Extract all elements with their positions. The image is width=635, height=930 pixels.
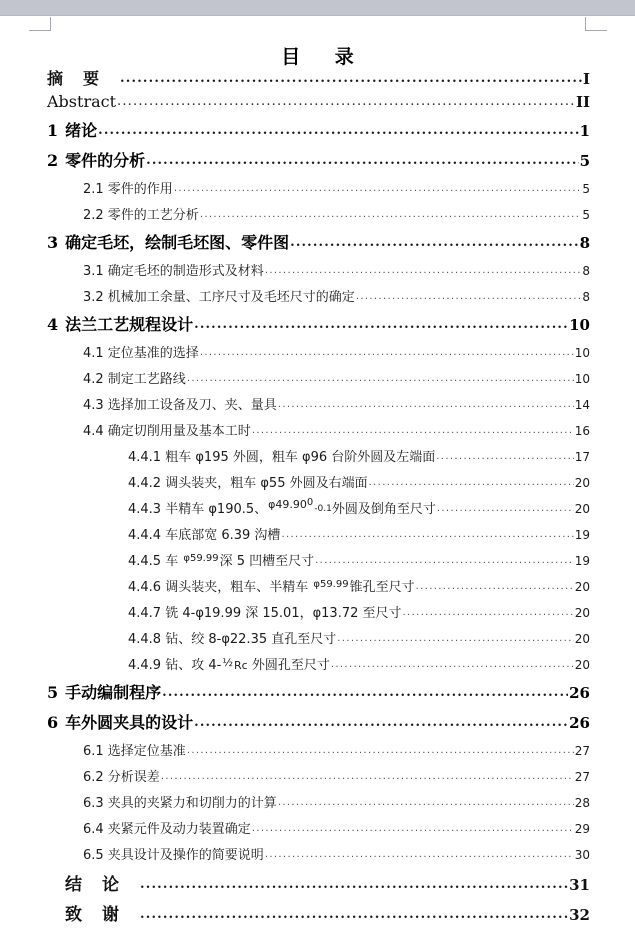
toc-page-number: 1	[579, 122, 590, 140]
toc-page-number: II	[575, 93, 590, 111]
toc-page-number: 8	[579, 234, 590, 252]
toc-entry-label: 4.4.4 车底部宽 6.39 沟槽	[128, 528, 281, 543]
toc-subsection-4.4.5[interactable]	[47, 550, 590, 576]
toc-section-6.4[interactable]	[47, 818, 590, 844]
toc-entry-label: 结论	[65, 875, 139, 895]
toc-leader-dots	[356, 288, 582, 303]
toc-back-item-0[interactable]	[47, 870, 590, 900]
toc-entry-label: 4.4 确定切削用量及基本工时	[83, 424, 251, 439]
toc-leader-dots	[140, 873, 568, 893]
toc-leader-dots	[265, 846, 574, 861]
toc-section-3.2[interactable]	[47, 286, 590, 312]
toc-leader-dots	[140, 903, 568, 923]
toc-page-number: 28	[574, 796, 590, 810]
toc-page-number: 10	[569, 316, 590, 334]
toc-page-number: 29	[574, 822, 590, 836]
toc-section-4.1[interactable]	[47, 342, 590, 368]
toc-subsection-4.4.2[interactable]	[47, 472, 590, 498]
toc-page-number: 20	[574, 632, 590, 646]
toc-page-number: 31	[569, 876, 590, 894]
toc-entry-label: 4.4.5 车 $^{\varphi 59.99}$深 5 凹槽至尺寸	[128, 553, 315, 569]
toc-entry-label: 6 车外圆夹具的设计	[47, 713, 194, 732]
toc-entry-label: 4.4.1 粗车 φ195 外圆，粗车 φ96 台阶外圆及左端面	[128, 450, 436, 465]
fraction-half: ½	[222, 656, 233, 669]
toc-entry-label: 4.2 制定工艺路线	[83, 372, 186, 387]
toc-page-number: 20	[574, 502, 590, 516]
toc-chapter-2[interactable]	[47, 148, 590, 178]
toc-front-item-0[interactable]	[47, 66, 590, 92]
toc-page-number: 30	[574, 848, 590, 862]
toc-entry-label: 4.4.3 半精车 φ190.5、$\varphi 49.900_{-0.1}$外圆及倒角至尺寸	[128, 497, 436, 517]
toc-page-number: 5	[579, 152, 590, 170]
toc-subsection-4.4.1[interactable]	[47, 446, 590, 472]
toc-leader-dots	[331, 656, 574, 671]
toc-leader-dots	[161, 768, 574, 783]
toc-subsection-4.4.6[interactable]	[47, 576, 590, 602]
toc-leader-dots	[437, 500, 574, 515]
toc-entry-label: 4.1 定位基准的选择	[83, 346, 199, 361]
toc-page-number: 5	[582, 182, 590, 196]
toc-entry-label: 4 法兰工艺规程设计	[47, 315, 194, 334]
table-of-contents	[47, 66, 590, 930]
toc-section-3.1[interactable]	[47, 260, 590, 286]
toc-entry-label: 6.3 夹具的夹紧力和切削力的计算	[83, 796, 277, 811]
toc-leader-dots	[162, 681, 568, 700]
toc-leader-dots	[174, 180, 582, 195]
toc-entry-label: 4.3 选择加工设备及刀、夹、量具	[83, 398, 277, 413]
toc-entry-label: 2 零件的分析	[47, 151, 146, 170]
toc-chapter-4[interactable]	[47, 312, 590, 342]
toc-front-item-1[interactable]	[47, 92, 590, 118]
toc-chapter-5[interactable]	[47, 680, 590, 710]
toc-leader-dots	[252, 422, 574, 437]
toc-entry-label: 3.2 机械加工余量、工序尺寸及毛坯尺寸的确定	[83, 290, 355, 305]
toc-section-2.1[interactable]	[47, 178, 590, 204]
toc-entry-label: 4.4.2 调头装夹，粗车 φ55 外圆及右端面	[128, 476, 368, 491]
toc-leader-dots	[200, 344, 574, 359]
toc-entry-label: 2.1 零件的作用	[83, 182, 173, 197]
toc-page-number: 20	[574, 658, 590, 672]
toc-page-number: 17	[574, 450, 590, 464]
toc-page-number: 20	[574, 580, 590, 594]
toc-leader-dots	[194, 711, 568, 730]
toc-leader-dots	[315, 552, 574, 567]
toc-leader-dots	[403, 604, 574, 619]
toc-entry-label: 6.1 选择定位基准	[83, 744, 186, 759]
toc-leader-dots	[117, 90, 575, 109]
toc-entry-label: 4.4.8 钻、绞 8-φ22.35 直孔至尺寸	[128, 632, 337, 647]
toc-entry-label: 6.2 分析误差	[83, 770, 160, 785]
toc-subsection-4.4.7[interactable]	[47, 602, 590, 628]
toc-leader-dots	[194, 313, 568, 332]
toc-leader-dots	[265, 262, 582, 277]
toc-page-number: 32	[569, 906, 590, 924]
toc-entry-label: 6.5 夹具设计及操作的简要说明	[83, 848, 264, 863]
toc-subsection-4.4.8[interactable]	[47, 628, 590, 654]
dimension-tolerance: $\varphi 49.900_{-0.1}$	[268, 497, 332, 514]
toc-subsection-4.4.9[interactable]	[47, 654, 590, 680]
toc-page-number: 26	[569, 684, 590, 702]
toc-entry-label: 摘要	[47, 69, 120, 88]
dimension-value: φ59.99	[183, 553, 219, 564]
toc-entry-label: 2.2 零件的工艺分析	[83, 208, 199, 223]
toc-page-number: 10	[574, 346, 590, 360]
toc-page-number: 27	[574, 770, 590, 784]
toc-leader-dots	[290, 231, 578, 250]
toc-entry-label: 致谢	[65, 905, 139, 925]
toc-leader-dots	[281, 526, 573, 541]
toc-chapter-1[interactable]	[47, 118, 590, 148]
toc-subsection-4.4.4[interactable]	[47, 524, 590, 550]
toc-page-number: 5	[582, 208, 590, 222]
toc-page-number: 26	[569, 714, 590, 732]
toc-leader-dots	[187, 370, 574, 385]
toc-entry-label: 6.4 夹紧元件及动力装置确定	[83, 822, 251, 837]
toc-entry-label: 4.4.9 钻、攻 4-½Rc 外圆孔至尺寸	[128, 656, 330, 673]
toc-section-4.2[interactable]	[47, 368, 590, 394]
toc-page-number: 14	[574, 398, 590, 412]
toc-subsection-4.4.3[interactable]	[47, 498, 590, 524]
toc-entry-label: 5 手动编制程序	[47, 683, 162, 702]
toc-leader-dots	[278, 396, 574, 411]
toc-chapter-3[interactable]	[47, 230, 590, 260]
toc-leader-dots	[120, 67, 582, 86]
toc-chapter-6[interactable]	[47, 710, 590, 740]
toc-page-number: 27	[574, 744, 590, 758]
toc-section-6.1[interactable]	[47, 740, 590, 766]
toc-leader-dots	[416, 578, 574, 593]
toc-page-number: 19	[574, 528, 590, 542]
toc-leader-dots	[187, 742, 574, 757]
toc-leader-dots	[337, 630, 573, 645]
toc-section-4.4[interactable]	[47, 420, 590, 446]
toc-page-number: 8	[582, 290, 590, 304]
toc-section-4.3[interactable]	[47, 394, 590, 420]
toc-leader-dots	[200, 206, 582, 221]
toc-section-2.2[interactable]	[47, 204, 590, 230]
toc-page-number: 19	[574, 554, 590, 568]
toc-leader-dots	[278, 794, 574, 809]
toc-page-number: 16	[574, 424, 590, 438]
toc-entry-label: 4.4.6 调头装夹，粗车、半精车 $^{\varphi 59.99}$锥孔至尺寸	[128, 579, 415, 595]
toc-page-number: 10	[574, 372, 590, 386]
page-title: 目 录	[281, 46, 368, 68]
dimension-value: φ59.99	[313, 579, 349, 590]
toc-section-6.3[interactable]	[47, 792, 590, 818]
toc-entry-label: 3.1 确定毛坯的制造形式及材料	[83, 264, 264, 279]
toc-section-6.5[interactable]	[47, 844, 590, 870]
toc-leader-dots	[369, 474, 574, 489]
toc-section-6.2[interactable]	[47, 766, 590, 792]
toc-entry-label: Abstract	[47, 92, 117, 111]
toc-back-item-1[interactable]	[47, 900, 590, 930]
toc-leader-dots	[436, 448, 573, 463]
toc-page-number: 20	[574, 476, 590, 490]
toc-page-number: I	[582, 70, 590, 88]
toc-entry-label: 3 确定毛坯，绘制毛坯图、零件图	[47, 233, 290, 252]
toc-leader-dots	[252, 820, 574, 835]
toc-entry-label: 1 绪论	[47, 121, 98, 140]
toc-page-number: 8	[582, 264, 590, 278]
toc-entry-label: 4.4.7 铣 4-φ19.99 深 15.01，φ13.72 至尺寸	[128, 606, 402, 621]
toc-page-number: 20	[574, 606, 590, 620]
toc-leader-dots	[98, 119, 578, 138]
toc-leader-dots	[146, 149, 578, 168]
